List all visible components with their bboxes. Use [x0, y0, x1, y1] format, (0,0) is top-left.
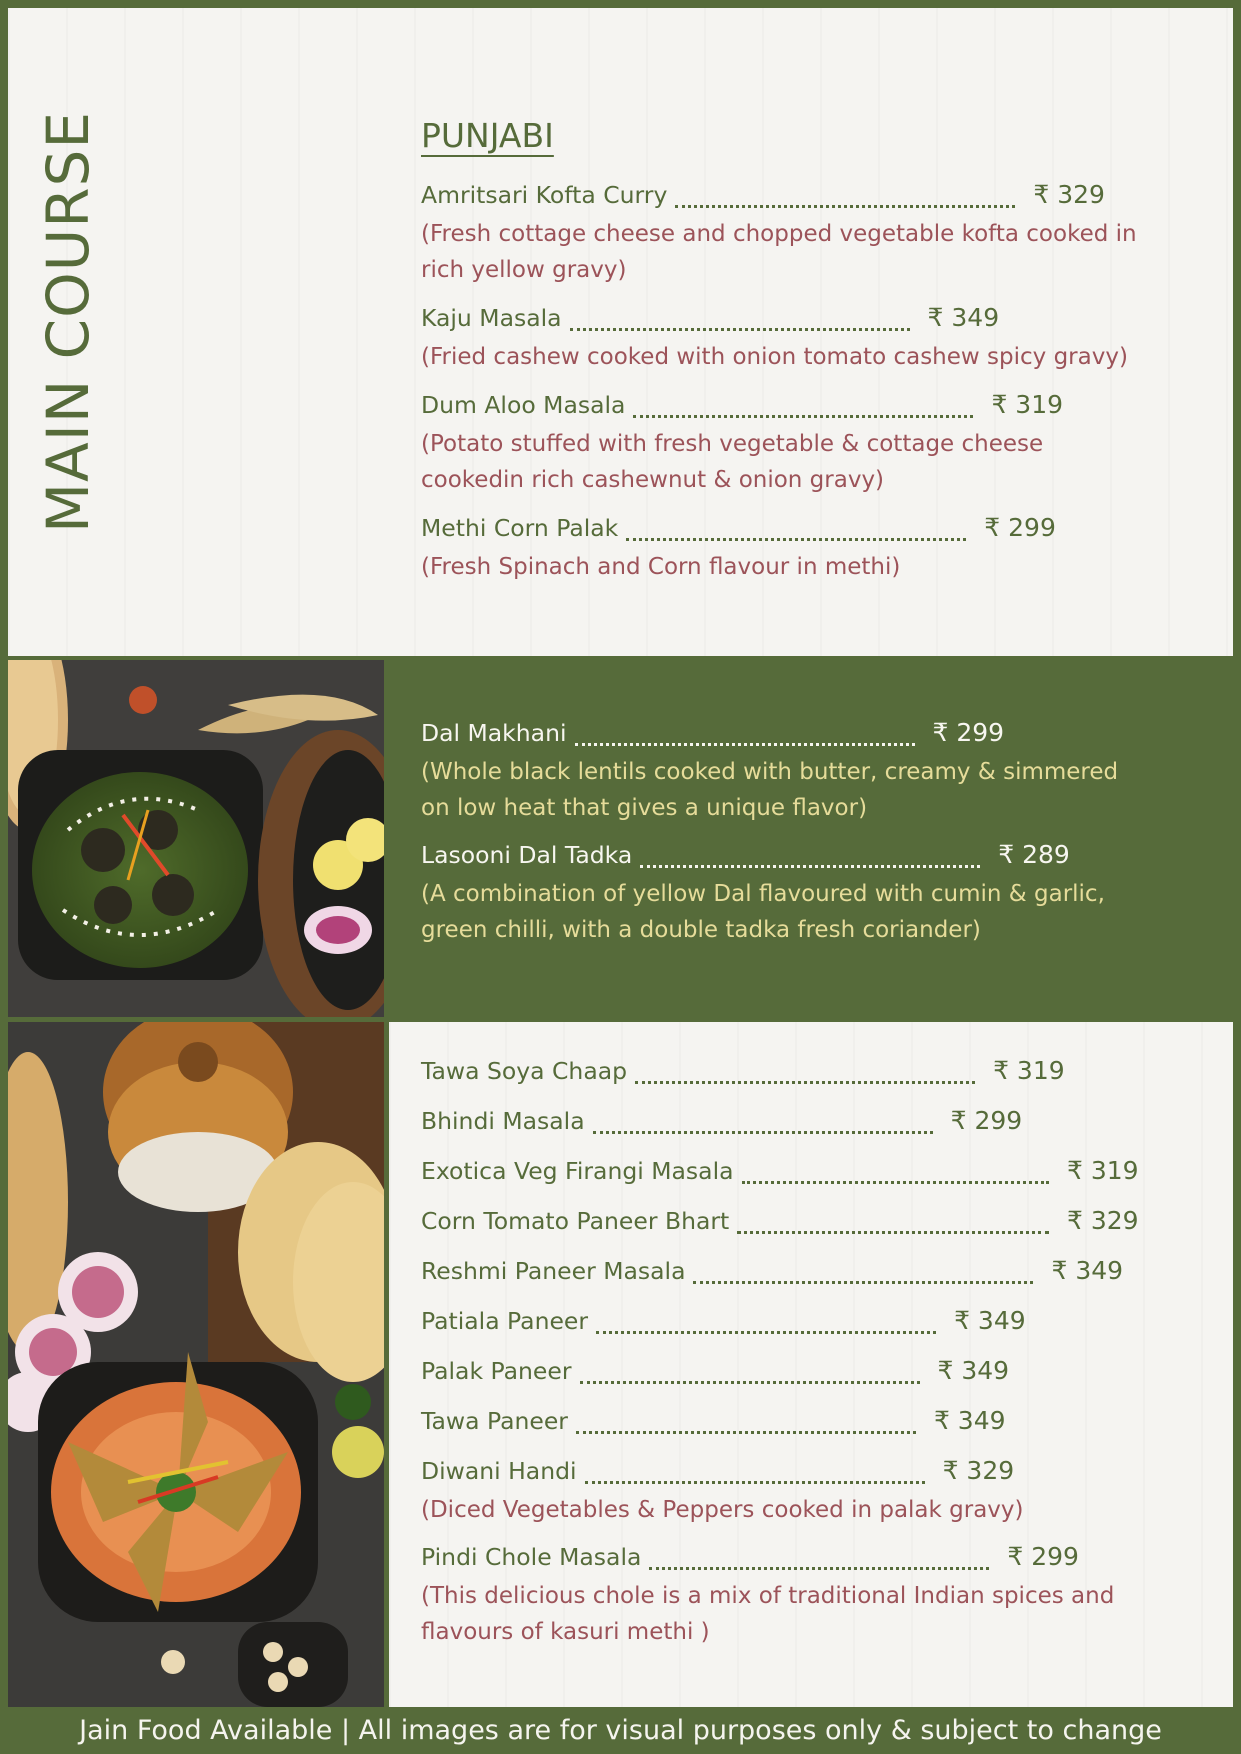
- menu-item: [421, 1256, 1147, 1292]
- item-name: Exotica Veg Firangi Masala: [421, 1157, 734, 1185]
- dot-leader: [580, 1381, 920, 1384]
- side-title-text: MAIN COURSE: [34, 110, 102, 534]
- menu-item: [421, 1106, 1147, 1142]
- item-price: ₹ 329: [942, 1456, 1015, 1485]
- item-name: Bhindi Masala: [421, 1107, 585, 1135]
- item-name: Dum Aloo Masala: [421, 391, 626, 419]
- item-price: ₹ 349: [933, 1406, 1006, 1435]
- menu-item: [421, 718, 1147, 826]
- item-description: (Fresh Spinach and Corn flavour in methi): [421, 554, 901, 580]
- item-name: Dal Makhani: [421, 719, 567, 747]
- item-price: ₹ 299: [932, 718, 1005, 747]
- food-photo-palak-kofta-illustration: [8, 660, 384, 1017]
- item-price: ₹ 349: [1051, 1256, 1124, 1285]
- item-name: Pindi Chole Masala: [421, 1543, 642, 1571]
- dot-leader: [675, 205, 1015, 208]
- item-description: (A combination of yellow Dal flavoured with cumin & garlic, green chilli, with a double tadka fresh coriander): [421, 881, 1105, 943]
- item-price: ₹ 349: [927, 303, 1000, 332]
- menu-item: [421, 1056, 1147, 1092]
- dot-leader: [585, 1481, 925, 1484]
- item-description: (Diced Vegetables & Peppers cooked in palak gravy): [421, 1497, 1024, 1523]
- item-name: Patiala Paneer: [421, 1307, 589, 1335]
- punjabi-menu-list: [421, 180, 1147, 600]
- dot-leader: [576, 1431, 916, 1434]
- item-price: ₹ 329: [1033, 180, 1105, 209]
- menu-item: [421, 1406, 1147, 1442]
- item-name: Tawa Soya Chaap: [421, 1057, 628, 1085]
- item-description: (Potato stuffed with fresh vegetable & cottage cheese cookedin rich cashewnut & onion gravy): [421, 431, 1044, 493]
- dot-leader: [570, 328, 910, 331]
- item-name: Palak Paneer: [421, 1357, 572, 1385]
- dot-leader: [693, 1281, 1033, 1284]
- section-heading: PUNJABI: [421, 116, 554, 155]
- dot-leader: [633, 415, 973, 418]
- item-price: ₹ 329: [1067, 1206, 1139, 1235]
- item-name: Amritsari Kofta Curry: [421, 181, 668, 209]
- item-price: ₹ 299: [950, 1106, 1023, 1135]
- item-price: ₹ 289: [998, 840, 1070, 869]
- dot-leader: [737, 1231, 1049, 1234]
- footer-disclaimer: Jain Food Available | All images are for visual purposes only & subject to change: [79, 1715, 1162, 1746]
- dot-leader: [626, 538, 966, 541]
- paneer-menu-list: [421, 1056, 1147, 1664]
- menu-item: [421, 1306, 1147, 1342]
- dot-leader: [575, 743, 915, 746]
- dot-leader: [649, 1567, 989, 1570]
- item-description: (Whole black lentils cooked with butter, creamy & simmered on low heat that gives a unique flavor): [421, 759, 1119, 821]
- item-price: ₹ 319: [993, 1056, 1065, 1085]
- item-name: Corn Tomato Paneer Bhart: [421, 1207, 730, 1235]
- menu-item: [421, 180, 1147, 288]
- item-price: ₹ 349: [937, 1356, 1010, 1385]
- menu-item: [421, 1156, 1147, 1192]
- menu-item: [421, 390, 1147, 498]
- menu-item: [421, 303, 1147, 375]
- item-price: ₹ 319: [991, 390, 1064, 419]
- item-name: Reshmi Paneer Masala: [421, 1257, 686, 1285]
- menu-item: [421, 513, 1147, 585]
- item-price: ₹ 319: [1067, 1156, 1139, 1185]
- dal-menu-list: [421, 718, 1147, 962]
- item-description: (Fried cashew cooked with onion tomato cashew spicy gravy): [421, 344, 1128, 370]
- item-name: Methi Corn Palak: [421, 514, 619, 542]
- food-photo-palak-kofta: [8, 660, 384, 1017]
- item-price: ₹ 299: [1007, 1542, 1079, 1571]
- food-photo-paneer-curry: [8, 1022, 384, 1707]
- dot-leader: [635, 1081, 975, 1084]
- item-description: (This delicious chole is a mix of traditional Indian spices and flavours of kasuri methi ): [421, 1583, 1115, 1645]
- menu-item: [421, 840, 1147, 948]
- item-name: Diwani Handi: [421, 1457, 577, 1485]
- item-name: Kaju Masala: [421, 304, 562, 332]
- dot-leader: [593, 1131, 933, 1134]
- side-title: [28, 100, 108, 545]
- dot-leader: [640, 865, 980, 868]
- food-photo-paneer-curry-illustration: [8, 1022, 384, 1707]
- item-description: (Fresh cottage cheese and chopped vegetable kofta cooked in rich yellow gravy): [421, 221, 1137, 283]
- item-name: Tawa Paneer: [421, 1407, 568, 1435]
- dot-leader: [596, 1331, 936, 1334]
- menu-item: [421, 1456, 1147, 1528]
- item-name: Lasooni Dal Tadka: [421, 841, 633, 869]
- menu-item: [421, 1542, 1147, 1650]
- menu-item: [421, 1356, 1147, 1392]
- item-price: ₹ 349: [954, 1306, 1026, 1335]
- dot-leader: [742, 1181, 1050, 1184]
- item-price: ₹ 299: [984, 513, 1056, 542]
- menu-item: [421, 1206, 1147, 1242]
